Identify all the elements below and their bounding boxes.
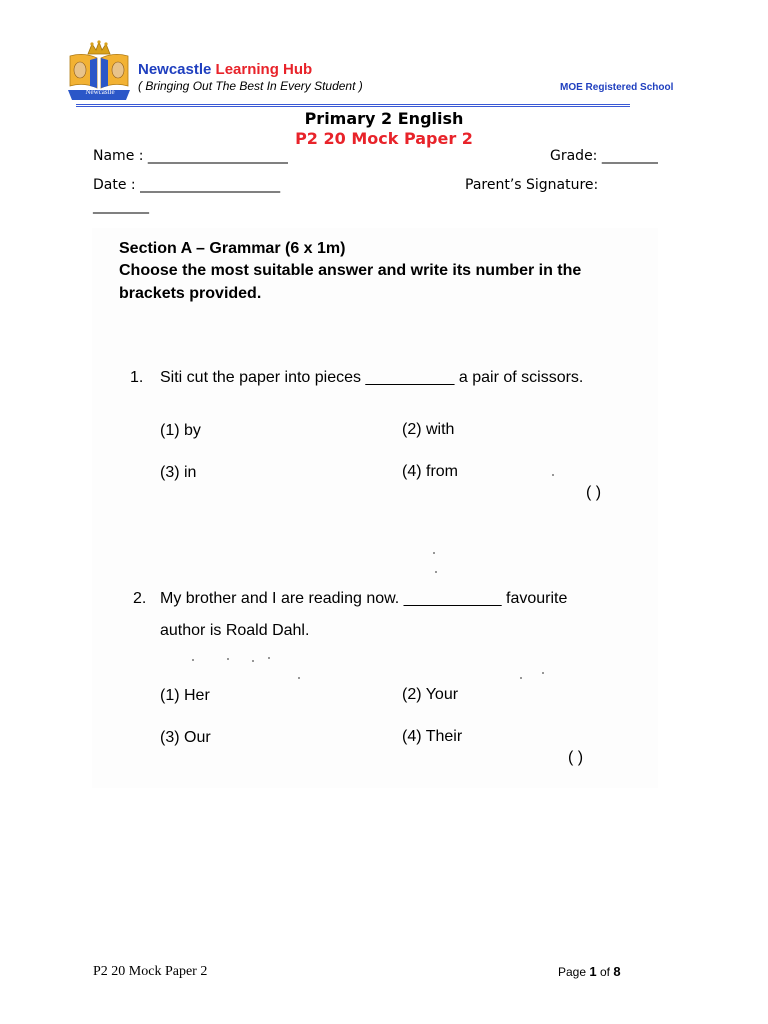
paper-title: P2 20 Mock Paper 2 xyxy=(295,129,473,148)
footer-paper-title: P2 20 Mock Paper 2 xyxy=(93,964,208,979)
question-2-text-line2: author is Roald Dahl. xyxy=(160,622,310,639)
subject-title: Primary 2 English xyxy=(304,109,464,128)
section-instruction-line1: Choose the most suitable answer and write its number in the xyxy=(119,262,582,279)
section-title: Section A – Grammar (6 x 1m) xyxy=(119,240,346,257)
page-label: Page xyxy=(558,965,587,979)
question-1-option-2: (2) with xyxy=(402,421,455,438)
scan-speck xyxy=(520,677,522,679)
question-2-text-line1: My brother and I are reading now. ___________ favourite xyxy=(160,590,568,607)
scan-speck xyxy=(552,474,554,476)
school-logo xyxy=(66,40,132,102)
scan-speck xyxy=(433,552,435,554)
question-2-option-4: (4) Their xyxy=(402,728,463,745)
registration-label: MOE Registered School xyxy=(560,82,674,93)
scan-speck xyxy=(192,659,194,661)
question-2-option-3: (3) Our xyxy=(160,729,211,746)
school-tagline: ( Bringing Out The Best In Every Student ) xyxy=(138,79,363,93)
name-field: Name : ____________________ xyxy=(93,148,288,164)
scan-speck xyxy=(268,657,270,659)
question-1-option-4: (4) from xyxy=(402,463,458,480)
page-current: 1 xyxy=(589,964,597,979)
school-name xyxy=(138,61,312,78)
page-of: of xyxy=(599,965,610,979)
header-divider xyxy=(76,104,630,107)
logo-ribbon-text: Newcastle xyxy=(85,88,115,96)
parent-signature-line: ________ xyxy=(93,198,149,214)
question-1-text: Siti cut the paper into pieces __________ a pair of scissors. xyxy=(160,369,584,386)
question-2-option-1: (1) Her xyxy=(160,687,210,704)
scan-speck xyxy=(227,658,229,660)
date-field: Date : ____________________ xyxy=(93,177,281,193)
question-2-answer-bracket: ( ) xyxy=(568,749,584,766)
question-2-number: 2. xyxy=(133,590,147,607)
question-1-option-1: (1) by xyxy=(160,422,201,439)
question-2-option-2: (2) Your xyxy=(402,686,459,703)
scan-speck xyxy=(435,571,437,573)
scan-speck xyxy=(542,672,544,674)
question-1-number: 1. xyxy=(130,369,144,386)
parent-signature-field: Parent’s Signature: xyxy=(465,177,599,193)
question-1-answer-bracket: ( ) xyxy=(586,484,602,501)
section-instruction-line2: brackets provided. xyxy=(119,285,262,302)
scan-speck xyxy=(298,677,300,679)
scan-speck xyxy=(252,660,254,662)
grade-field: Grade: ________ xyxy=(550,148,658,164)
page-total: 8 xyxy=(613,964,621,979)
page-indicator xyxy=(558,964,621,979)
school-name-part1: Newcastle xyxy=(138,61,212,78)
question-scan xyxy=(92,228,658,788)
question-1-option-3: (3) in xyxy=(160,464,197,481)
school-name-part2: Learning Hub xyxy=(215,61,313,78)
